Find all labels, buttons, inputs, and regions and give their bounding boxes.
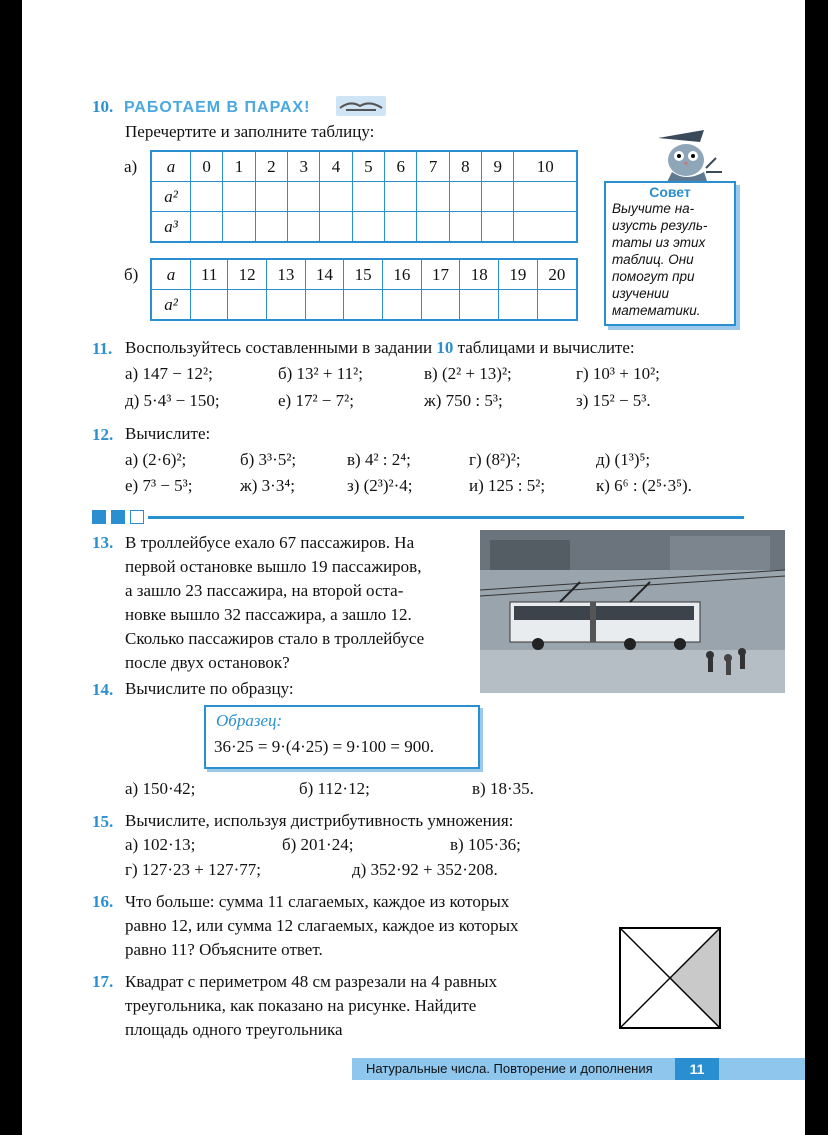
heading-work-in-pairs bbox=[122, 90, 392, 120]
cell: 15 bbox=[344, 259, 383, 290]
advice-line: помогут при bbox=[612, 269, 695, 284]
advice-line: таты из этих bbox=[612, 235, 706, 250]
t12-item: а) (2·6)²; bbox=[125, 450, 187, 469]
t11-item: б) 13² + 11²; bbox=[278, 364, 363, 383]
cell: 12 bbox=[228, 259, 267, 290]
task-11-ref: 10 bbox=[436, 338, 454, 357]
t14-item: в) 18·35. bbox=[472, 779, 534, 798]
difficulty-square-empty bbox=[130, 510, 144, 524]
cell-header: a³ bbox=[151, 212, 191, 243]
t15-item: в) 105·36; bbox=[450, 835, 521, 854]
trolleybus-photo bbox=[480, 530, 785, 693]
t11-item: ж) 750 : 5³; bbox=[424, 391, 503, 410]
table-b-row-a bbox=[151, 259, 577, 290]
text-line: новке вышло 32 пассажира, а зашло 12. bbox=[125, 605, 412, 624]
advice-title: Совет bbox=[649, 184, 691, 200]
task-16-number: 16. bbox=[92, 892, 114, 911]
task-17-text bbox=[125, 970, 497, 1042]
t11-item: е) 17² − 7²; bbox=[278, 391, 354, 410]
cell: 0 bbox=[191, 151, 223, 182]
cell: 5 bbox=[352, 151, 384, 182]
task-12-number: 12. bbox=[92, 425, 114, 444]
cell: 19 bbox=[499, 259, 538, 290]
cell-header: a bbox=[151, 151, 191, 182]
text-line: первой остановке вышло 19 пассажиров, bbox=[125, 557, 422, 576]
footer-chapter: Натуральные числа. Повторение и дополнения bbox=[366, 1061, 653, 1076]
advice-line: Выучите на- bbox=[612, 201, 695, 216]
task-10-number: 10. bbox=[92, 97, 114, 116]
table-b-label: б) bbox=[124, 265, 139, 284]
t12-item: е) 7³ − 5³; bbox=[125, 476, 193, 495]
cell-header: a² bbox=[151, 182, 191, 212]
advice-line: изусть резуль- bbox=[612, 218, 708, 233]
text-line: равно 11? Объясните ответ. bbox=[125, 940, 323, 959]
t12-item: з) (2³)²·4; bbox=[347, 476, 413, 495]
task-11-text bbox=[125, 338, 635, 358]
task-11-text-post: таблицами и вычислите: bbox=[457, 338, 635, 357]
text-line: треугольника, как показано на рисунке. Найдите bbox=[125, 996, 477, 1015]
t12-item: д) (1³)⁵; bbox=[596, 450, 651, 469]
text-line: Сколько пассажиров стало в троллейбусе bbox=[125, 629, 425, 648]
t14-item: б) 112·12; bbox=[299, 779, 370, 798]
task-12-title: Вычислите: bbox=[125, 424, 211, 443]
table-a bbox=[150, 150, 578, 243]
t11-item: з) 15² − 5³. bbox=[576, 391, 651, 410]
handshake-icon bbox=[336, 96, 386, 116]
cell: 4 bbox=[320, 151, 352, 182]
advice-box bbox=[604, 181, 736, 326]
task-11-text-pre: Воспользуйтесь составленными в задании bbox=[125, 338, 433, 357]
task-11-number: 11. bbox=[92, 339, 113, 358]
table-a-label: а) bbox=[124, 157, 138, 176]
task-17-number: 17. bbox=[92, 972, 114, 991]
advice-line: математики. bbox=[612, 303, 701, 318]
t12-item: б) 3³·5²; bbox=[240, 450, 297, 469]
difficulty-square-filled bbox=[111, 510, 125, 524]
cell: 14 bbox=[305, 259, 344, 290]
heading-text: РАБОТАЕМ В ПАРАХ! bbox=[124, 99, 311, 116]
textbook-page bbox=[22, 0, 805, 1135]
t11-item: д) 5·4³ − 150; bbox=[125, 391, 220, 410]
task-14-title: Вычислите по образцу: bbox=[125, 679, 294, 698]
t15-item: д) 352·92 + 352·208. bbox=[352, 860, 498, 879]
text-line: Квадрат с периметром 48 см разрезали на 4 равных bbox=[125, 972, 498, 991]
task-15-title: Вычислите, используя дистрибутивность умножения: bbox=[125, 811, 514, 830]
cell: 20 bbox=[537, 259, 577, 290]
table-a-row-a3 bbox=[151, 212, 577, 243]
cell: 18 bbox=[460, 259, 499, 290]
task-16-text bbox=[125, 890, 519, 962]
task-13-text bbox=[125, 531, 424, 675]
sample-title: Образец: bbox=[216, 711, 283, 730]
cell-header: a bbox=[151, 259, 191, 290]
text-line: площадь одного треугольника bbox=[125, 1020, 343, 1039]
t14-item: а) 150·42; bbox=[125, 779, 196, 798]
task-14-number: 14. bbox=[92, 680, 114, 699]
table-a-row-a2 bbox=[151, 182, 577, 212]
cell: 13 bbox=[267, 259, 306, 290]
cell: 8 bbox=[449, 151, 481, 182]
task-10-instruction: Перечертите и заполните таблицу: bbox=[125, 122, 375, 141]
t15-item: г) 127·23 + 127·77; bbox=[125, 860, 262, 879]
t11-item: а) 147 − 12²; bbox=[125, 364, 213, 383]
cell: 2 bbox=[255, 151, 287, 182]
text-line: Что больше: сумма 11 слагаемых, каждое из которых bbox=[125, 892, 510, 911]
cell-header: a² bbox=[151, 290, 191, 321]
t12-item: и) 125 : 5²; bbox=[469, 476, 546, 495]
cell: 3 bbox=[288, 151, 320, 182]
section-divider bbox=[148, 516, 744, 519]
text-line: В троллейбусе ехало 67 пассажиров. На bbox=[125, 533, 415, 552]
task-13-number: 13. bbox=[92, 533, 114, 552]
square-triangles-figure bbox=[618, 926, 722, 1030]
t11-item: г) 10³ + 10²; bbox=[576, 364, 660, 383]
text-line: а зашло 23 пассажира, на второй оста- bbox=[125, 581, 404, 600]
table-a-row-a bbox=[151, 151, 577, 182]
cell: 10 bbox=[514, 151, 577, 182]
cell: 7 bbox=[417, 151, 449, 182]
t12-item: г) (8²)²; bbox=[469, 450, 521, 469]
cell: 9 bbox=[482, 151, 514, 182]
table-b bbox=[150, 258, 578, 321]
table-b-row-a2 bbox=[151, 290, 577, 321]
page-number: 11 bbox=[675, 1058, 719, 1080]
cell: 11 bbox=[191, 259, 228, 290]
task-15-number: 15. bbox=[92, 812, 114, 831]
cell: 6 bbox=[385, 151, 417, 182]
sample-formula: 36·25 = 9·(4·25) = 9·100 = 900. bbox=[214, 737, 434, 756]
advice-line: изучении bbox=[612, 286, 670, 301]
page-footer bbox=[352, 1058, 805, 1080]
advice-line: таблиц. Они bbox=[612, 252, 694, 267]
t11-item: в) (2² + 13)²; bbox=[424, 364, 512, 383]
shaded-triangle bbox=[670, 928, 720, 1028]
sample-box bbox=[204, 705, 480, 769]
difficulty-square-filled bbox=[92, 510, 106, 524]
text-line: равно 12, или сумма 12 слагаемых, каждое из которых bbox=[125, 916, 519, 935]
t12-item: в) 4² : 2⁴; bbox=[347, 450, 411, 469]
cell: 1 bbox=[223, 151, 255, 182]
cell: 16 bbox=[383, 259, 422, 290]
text-line: после двух остановок? bbox=[125, 653, 290, 672]
t12-item: к) 6⁶ : (2⁵·3⁵). bbox=[596, 476, 692, 495]
t15-item: б) 201·24; bbox=[282, 835, 354, 854]
t15-item: а) 102·13; bbox=[125, 835, 196, 854]
t12-item: ж) 3·3⁴; bbox=[240, 476, 295, 495]
cell: 17 bbox=[421, 259, 460, 290]
owl-teacher-icon bbox=[644, 128, 734, 184]
